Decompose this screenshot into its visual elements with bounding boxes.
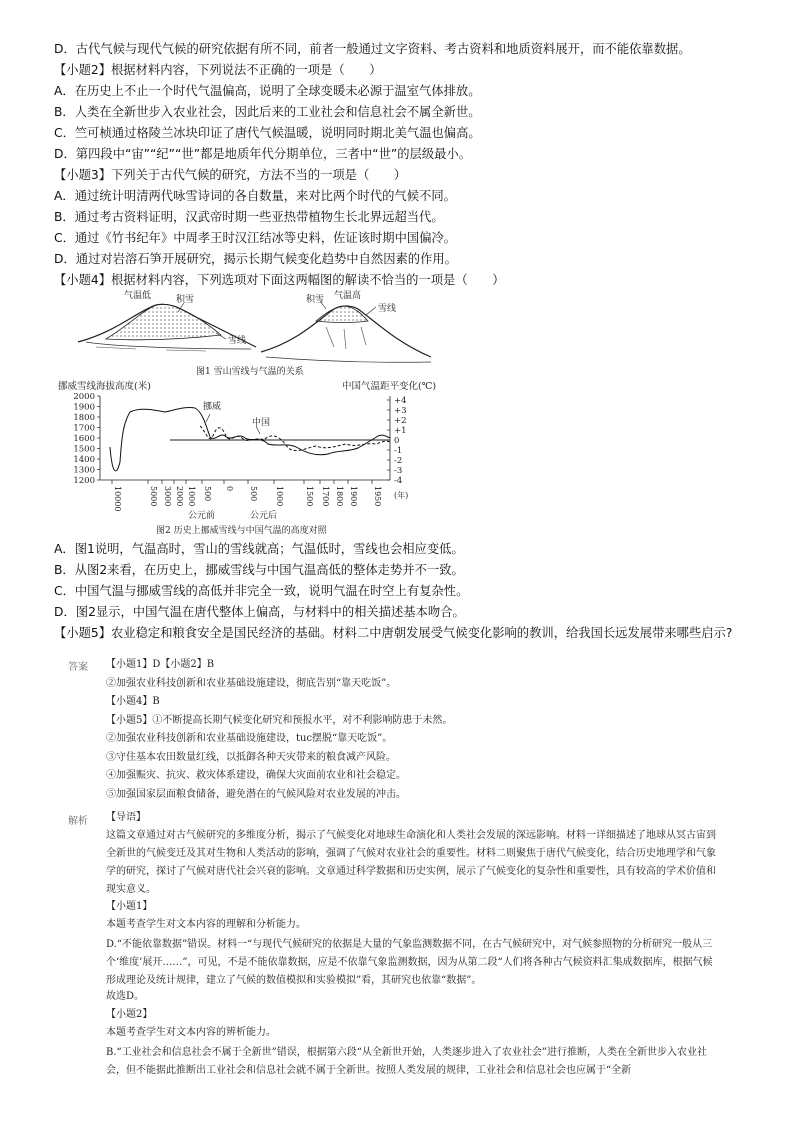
q2-option-d: D．第四段中“宙”“纪”“世”都是地质年代分期单位，三者中“世”的层级最小。 xyxy=(54,147,472,161)
answer-line: ③守住基本农田数量红线，以抵御各种天灾带来的粮食减产风险。 xyxy=(106,751,396,763)
x-axis-tick-label: 1500 xyxy=(305,486,314,507)
fig2-x-unit: (年) xyxy=(394,491,409,500)
series-china-label: 中国 xyxy=(252,418,271,428)
right-axis-tick-label: +4 xyxy=(394,396,407,406)
series-norway-line xyxy=(110,407,390,470)
q5-stem: 【小题5】农业稳定和粮食安全是国民经济的基础。材料二中唐朝发展受气候变化影响的教训，给我国长远发展带来哪些启示? xyxy=(54,626,733,640)
x-axis-tick-label: 3000 xyxy=(163,486,172,507)
x-axis-tick-label: 1700 xyxy=(321,486,330,507)
q2-option-a: A．在历史上不止一个时代气温偏高，说明了全球变暖未必源于温室气体排放。 xyxy=(54,84,481,98)
q2-stem: 【小题2】根据材料内容，下列说法不正确的一项是（ ） xyxy=(54,63,382,77)
q4-option-b: B．从图2来看，在历史上，挪威雪线与中国气温高低的整体走势并不一致。 xyxy=(54,563,464,577)
fig1-left-snowline-label: 雪线 xyxy=(228,336,247,346)
right-axis-tick-label: +1 xyxy=(394,426,407,436)
answer-label: 答案 xyxy=(68,662,88,673)
analysis-guide-text: 这篇文章通过对古气候研究的多维度分析，揭示了气候变化对地球生命演化和人类社会发展的深远影响。材料一详细描述了地球从冥古宙到全新世的气候变迁及其对生物和人类活动的影响，强调了气候对农业社会的重要性。材料二则聚焦于唐代气候变化，结合历史地理学和气象学的研究，探讨了气候对唐代社会兴衰的影响。文章通过科学数据和历史实例，展示了气候变化的复杂性和重要性，具有较高的学术价值和现实意义。 xyxy=(106,830,716,895)
right-axis-tick-label: -3 xyxy=(394,466,403,476)
x-axis-tick-label: 0 xyxy=(225,486,234,492)
right-axis-tick-label: 0 xyxy=(394,436,400,446)
right-axis-tick-label: +2 xyxy=(394,416,407,426)
x-axis-tick-label: 1000 xyxy=(187,486,196,507)
fig1-right-snow-label: 积雪 xyxy=(306,295,325,305)
left-axis-tick-label: 2000 xyxy=(73,392,95,402)
figure-2-snowline-temperature-chart xyxy=(60,392,420,532)
answer-line: 【小题1】D【小题2】B xyxy=(106,659,215,670)
fig2-right-axis-title: 中国气温距平变化(℃) xyxy=(342,381,437,392)
fig1-left-snow-label: 积雪 xyxy=(176,295,195,305)
answer-line: ②加强农业科技创新和农业基础设施建设，tuc摆脱“靠天吃饭”。 xyxy=(106,733,393,744)
q1-option-d: D．古代气候与现代气候的研究依据有所不同，前者一般通过文字资料、考古资料和地质资料展开，而不能依靠数据。 xyxy=(54,42,691,56)
answer-line: 【小题4】B xyxy=(106,696,160,707)
analysis-label: 解析 xyxy=(68,816,88,827)
analysis-guide-title: 【导语】 xyxy=(106,812,146,823)
x-axis-tick-label: 1900 xyxy=(349,486,358,507)
left-axis-tick-label: 1400 xyxy=(73,455,95,465)
x-axis-tick-label: 1800 xyxy=(335,486,344,507)
fig2-caption: 图2 历史上挪威雪线与中国气温的高度对照 xyxy=(156,526,327,536)
fig1-right-snowline-label: 雪线 xyxy=(378,304,397,314)
series-norway-label: 挪威 xyxy=(203,402,222,412)
answer-line: ②加强农业科技创新和农业基础设施建设，彻底告别“靠天吃饭”。 xyxy=(106,677,397,689)
left-axis-tick-label: 1200 xyxy=(73,476,95,486)
left-axis-tick-label: 1600 xyxy=(73,434,95,444)
answer-line: 【小题5】①不断提高长期气候变化研究和预报水平，对不利影响防患于未然。 xyxy=(106,714,453,726)
analysis-q2-intro: 本题考查学生对文本内容的辨析能力。 xyxy=(106,1027,276,1038)
fig1-caption: 图1 雪山雪线与气温的关系 xyxy=(196,367,304,377)
analysis-q1-conclusion: 故选D。 xyxy=(106,991,145,1002)
q2-option-b: B．人类在全新世步入农业社会，因此后来的工业社会和信息社会不属全新世。 xyxy=(54,105,481,119)
right-axis-tick-label: +3 xyxy=(394,406,407,416)
left-axis-tick-label: 1900 xyxy=(73,402,95,413)
analysis-q1-text: D.“不能依靠数据”错误。材料一“与现代气候研究的依据是大量的气象监测数据不同，在古气候研究中，对气候参照物的分析研究一般从三个‘维度’展开……”，可见，不是不能依靠数据，应是不依靠气象监测数据，因为从第二段“人们将各种古气候资料汇集成数据库，根据气候形成理论及统计规律，建立了气候的数值模拟和实验模拟”看，其研究也依靠“数据”。 xyxy=(106,939,713,986)
q3-option-b: B．通过考古资料证明，汉武帝时期一些亚热带植物生长北界远超当代。 xyxy=(54,210,444,224)
analysis-q2-title: 【小题2】 xyxy=(106,1009,153,1020)
left-axis-tick-label: 1300 xyxy=(73,465,95,476)
right-axis-tick-label: -2 xyxy=(394,456,403,466)
fig2-left-axis-title: 挪威雪线海拔高度(米) xyxy=(58,381,151,392)
x-axis-tick-label: 1000 xyxy=(275,486,284,507)
right-axis-tick-label: -1 xyxy=(394,446,403,456)
figure-1-snow-mountains xyxy=(76,287,436,377)
x-axis-tick-label: 2000 xyxy=(175,486,184,507)
right-axis-tick-label: -4 xyxy=(394,476,403,486)
x-axis-tick-label: 500 xyxy=(203,486,212,502)
left-axis-tick-label: 1800 xyxy=(73,413,95,423)
q4-option-a: A．图1说明，气温高时，雪山的雪线就高；气温低时，雪线也会相应变低。 xyxy=(54,542,464,556)
left-axis-tick-label: 1700 xyxy=(73,423,95,434)
q4-option-d: D．图2显示，中国气温在唐代整体上偏高，与材料中的相关描述基本吻合。 xyxy=(54,605,465,619)
answer-line: ⑤加强国家层面粮食储备，避免潜在的气候风险对农业发展的冲击。 xyxy=(106,788,406,800)
fig2-era-ad: 公元后 xyxy=(250,511,278,521)
q3-option-d: D．通过对岩溶石笋开展研究，揭示长期气候变化趋势中自然因素的作用。 xyxy=(54,252,457,266)
q3-option-a: A．通过统计明清两代咏雪诗词的各自数量，来对比两个时代的气候不同。 xyxy=(54,189,456,203)
x-axis-tick-label: 10000 xyxy=(113,486,122,512)
answer-line: ④加强赈灾、抗灾、救灾体系建设，确保大灾面前农业和社会稳定。 xyxy=(106,770,406,781)
analysis-q1-intro: 本题考查学生对文本内容的理解和分析能力。 xyxy=(106,919,306,930)
analysis-q2-text: B.“工业社会和信息社会不属于全新世”错误，根据第六段“从全新世开始，人类逐步进入了农业社会”进行推断，人类在全新世步入农业社会，但不能据此推断出工业社会和信息社会就不属于全新世。按照人类发展的规律，工业社会和信息社会也应属于“全新 xyxy=(106,1047,707,1076)
fig2-era-bc: 公元前 xyxy=(188,511,216,521)
x-axis-tick-label: 5000 xyxy=(149,486,158,507)
q2-option-c: C．竺可桢通过格陵兰冰块印证了唐代气候温暖，说明同时期北美气温也偏高。 xyxy=(54,126,481,140)
q3-stem: 【小题3】下列关于古代气候的研究，方法不当的一项是（ ） xyxy=(54,168,407,182)
fig1-left-temp-label: 气温低 xyxy=(124,291,152,301)
q3-option-c: C．通过《竹书纪年》中周孝王时汉江结冰等史料，佐证该时期中国偏冷。 xyxy=(54,231,457,245)
x-axis-tick-label: 500 xyxy=(249,486,258,502)
q4-stem: 【小题4】根据材料内容，下列选项对下面这两幅图的解读不恰当的一项是（ ） xyxy=(54,273,505,287)
x-axis-tick-label: 1950 xyxy=(373,486,382,507)
q4-option-c: C．中国气温与挪威雪线的高低并非完全一致，说明气温在时空上有复杂性。 xyxy=(54,584,469,598)
left-axis-tick-label: 1500 xyxy=(73,444,95,455)
fig1-right-temp-label: 气温高 xyxy=(334,291,362,301)
analysis-q1-title: 【小题1】 xyxy=(106,901,153,912)
